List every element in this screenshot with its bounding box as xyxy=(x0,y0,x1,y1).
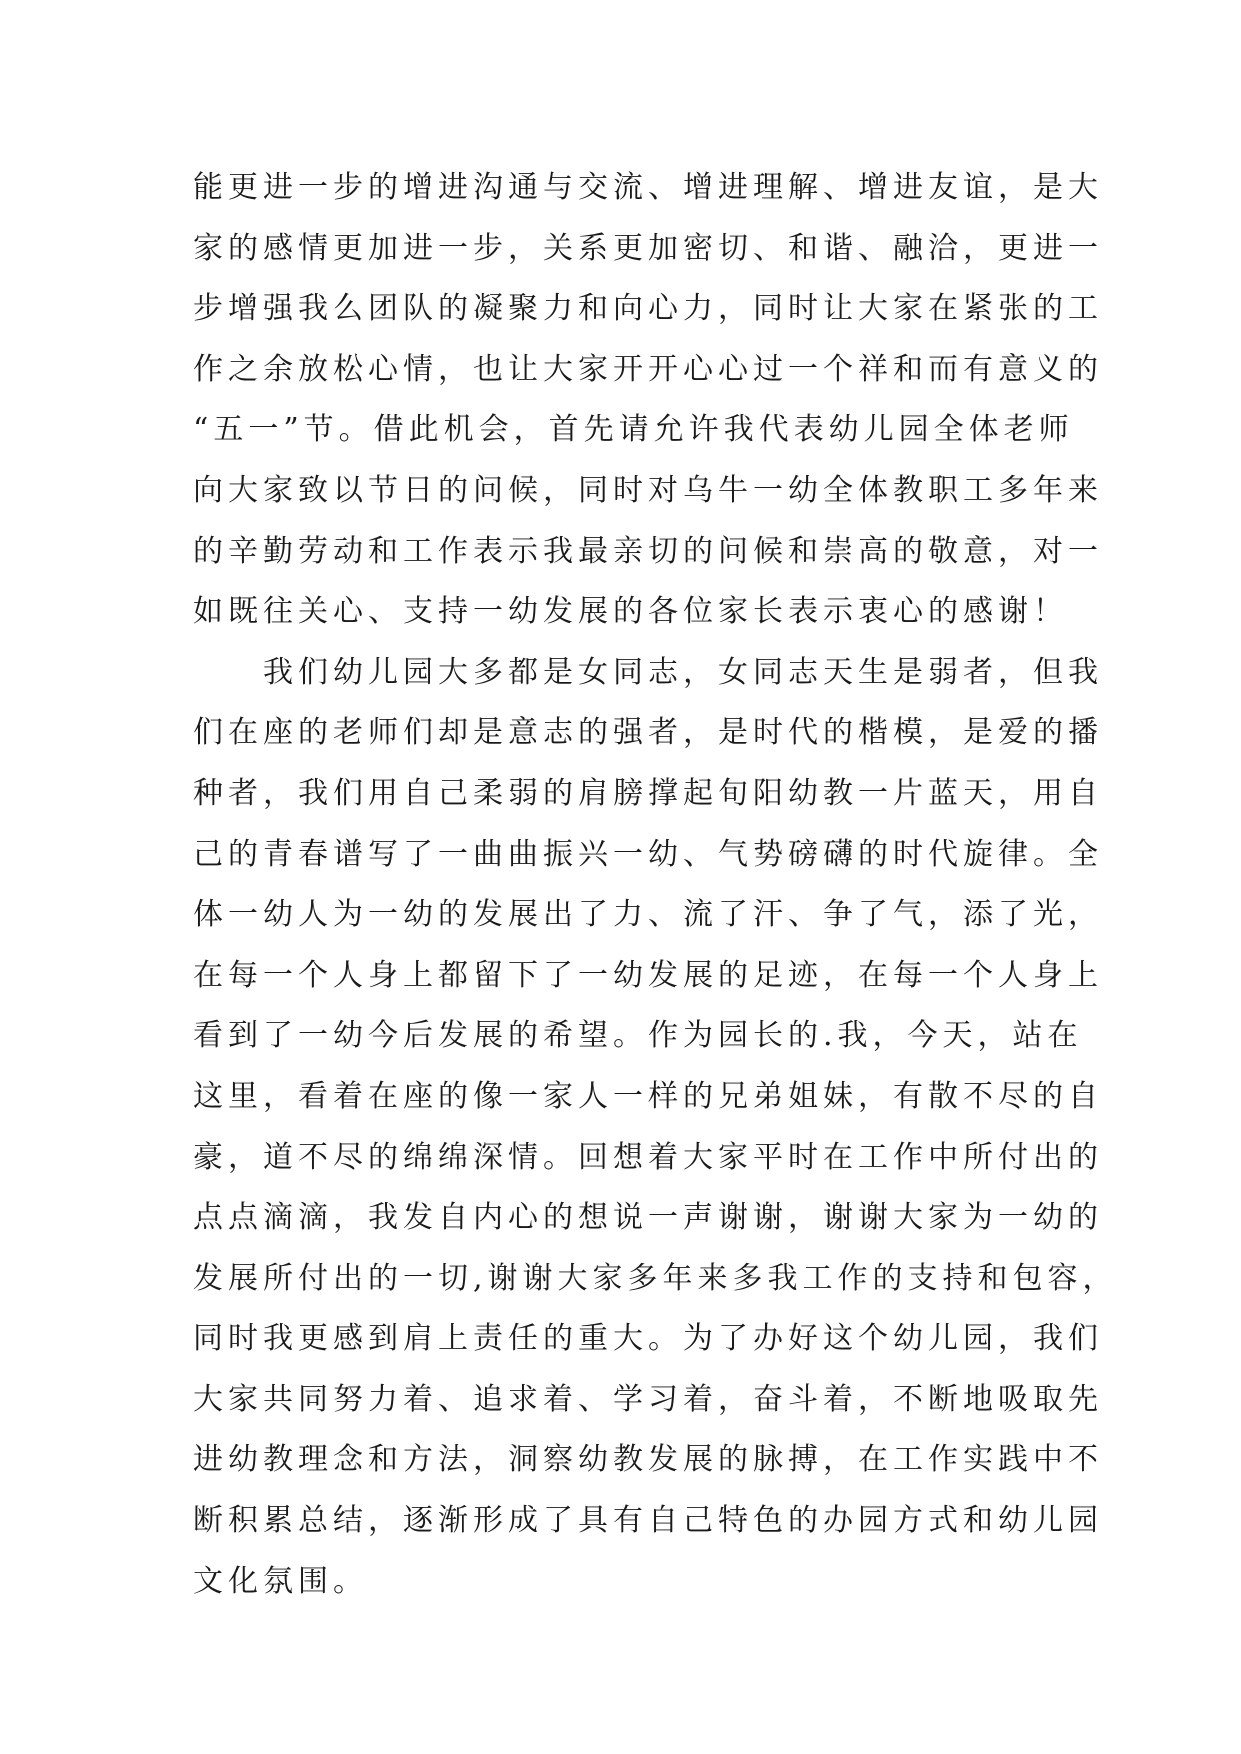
text-line: 种者，我们用自己柔弱的肩膀撑起旬阳幼教一片蓝天，用自 xyxy=(193,775,1103,811)
text-line: 点点滴滴，我发自内心的想说一声谢谢，谢谢大家为一幼的 xyxy=(193,1200,1103,1236)
text-line: 发展所付出的一切,谢谢大家多年来多我工作的支持和包容， xyxy=(193,1260,1118,1296)
text-line: 体一幼人为一幼的发展出了力、流了汗、争了气，添了光， xyxy=(193,897,1103,933)
text-line: 家的感情更加进一步，关系更加密切、和谐、融洽，更进一 xyxy=(193,230,1103,266)
text-line: 进幼教理念和方法，洞察幼教发展的脉搏，在工作实践中不 xyxy=(193,1442,1103,1478)
text-line: 文化氛围。 xyxy=(193,1563,368,1599)
paragraph-start-line: 我们幼儿园大多都是女同志，女同志天生是弱者，但我 xyxy=(263,654,1103,690)
text-line: 己的青春谱写了一曲曲振兴一幼、气势磅礴的时代旋律。全 xyxy=(193,836,1103,872)
body-text xyxy=(193,158,1118,1612)
text-line: 如既往关心、支持一幼发展的各位家长表示衷心的感谢！ xyxy=(193,594,1068,630)
text-line: 的辛勤劳动和工作表示我最亲切的问候和崇高的敬意，对一 xyxy=(193,533,1103,569)
text-line: 能更进一步的增进沟通与交流、增进理解、增进友谊，是大 xyxy=(193,170,1103,205)
text-line: 作之余放松心情，也让大家开开心心过一个祥和而有意义的 xyxy=(193,351,1103,387)
text-line: 断积累总结，逐渐形成了具有自己特色的办园方式和幼儿园 xyxy=(193,1503,1103,1539)
text-line: 们在座的老师们却是意志的强者，是时代的楷模，是爱的播 xyxy=(193,715,1103,751)
text-line: “五一”节。借此机会，首先请允许我代表幼儿园全体老师 xyxy=(193,412,1074,448)
text-line: 步增强我么团队的凝聚力和向心力，同时让大家在紧张的工 xyxy=(193,291,1103,327)
text-line: 豪，道不尽的绵绵深情。回想着大家平时在工作中所付出的 xyxy=(193,1139,1103,1175)
text-line: 这里，看着在座的像一家人一样的兄弟姐妹，有散不尽的自 xyxy=(193,1078,1103,1114)
text-line: 同时我更感到肩上责任的重大。为了办好这个幼儿园，我们 xyxy=(193,1321,1103,1357)
text-line: 大家共同努力着、追求着、学习着，奋斗着，不断地吸取先 xyxy=(193,1381,1103,1417)
text-line: 向大家致以节日的问候，同时对乌牛一幼全体教职工多年来 xyxy=(193,472,1103,508)
text-line: 在每一个人身上都留下了一幼发展的足迹，在每一个人身上 xyxy=(193,957,1103,993)
text-line: 看到了一幼今后发展的希望。作为园长的.我，今天，站在 xyxy=(193,1018,1083,1054)
